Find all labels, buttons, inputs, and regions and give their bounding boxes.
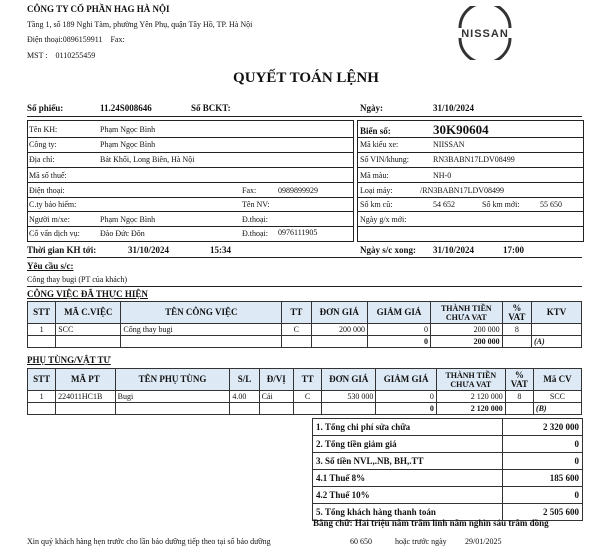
row-line	[27, 167, 353, 168]
footer-text: Xin quý khách hàng hẹn trước cho lần bảo dưỡng tiếp theo tại số bảo dưỡng	[27, 537, 271, 546]
row-line	[27, 226, 353, 227]
company-mst-line	[27, 51, 95, 60]
ma-kieu-xe-value: NIISSAN	[433, 140, 465, 149]
parts-tt: C	[294, 391, 322, 403]
sc-xong-label: Ngày s/c xong:	[360, 245, 416, 255]
labor-total: 200 000	[430, 336, 502, 348]
so-phieu-value: 11.24S008646	[100, 103, 152, 113]
row-line	[357, 137, 583, 138]
parts-header-ma-cv: Mã CV	[533, 369, 581, 391]
summary-row	[313, 419, 583, 436]
parts-sl: 4.00	[230, 391, 259, 403]
summary-label: 4.1 Thuế 8%	[313, 470, 503, 487]
parts-section-title: PHỤ TÙNG/VẬT TƯ	[27, 355, 111, 365]
summary-value: 0	[503, 453, 583, 470]
parts-don-gia: 530 000	[322, 391, 376, 403]
summary-row	[313, 487, 583, 504]
summary-value: 2 320 000	[503, 419, 583, 436]
nguoi-mxe-label: Người m/xe:	[29, 215, 70, 224]
labor-header-ten: TÊN CÔNG VIỆC	[121, 302, 282, 324]
summary-label: 1. Tổng chi phí sửa chữa	[313, 419, 503, 436]
divider	[27, 286, 582, 287]
summary-value: 0	[503, 436, 583, 453]
dthoai2-label: Đ.thoại:	[242, 229, 268, 238]
parts-header-vat: % VAT	[505, 369, 533, 391]
sc-xong-time: 17:00	[503, 245, 524, 255]
row-line	[357, 182, 583, 183]
parts-header-ma: MÃ PT	[56, 369, 115, 391]
mst-kh-label: Mã số thuế:	[29, 171, 67, 180]
summary-row	[313, 453, 583, 470]
company-name: CÔNG TY CỔ PHẦN HAG HÀ NỘI	[27, 4, 170, 14]
parts-dvi: Cái	[259, 391, 293, 403]
row-line	[357, 226, 583, 227]
request-label: Yêu cầu s/c:	[27, 261, 74, 271]
ma-mau-label: Mã màu:	[360, 171, 389, 180]
summary-value: 0	[503, 487, 583, 504]
labor-section-title: CÔNG VIỆC ĐÃ THỰC HIỆN	[27, 289, 148, 299]
fax-kh-label: Fax:	[242, 186, 257, 195]
co-van-value: Đào Đức Đôn	[100, 229, 145, 238]
summary-label: 4.2 Thuế 10%	[313, 487, 503, 504]
parts-header-giam-gia: GIẢM GIÁ	[376, 369, 437, 391]
row-line	[357, 211, 583, 212]
phone-label: Điện thoại	[27, 35, 61, 44]
ten-kh-value: Phạm Ngọc Bình	[100, 125, 156, 134]
bao-hiem-label: C.ty bảo hiểm:	[29, 200, 77, 209]
phone-value: :0896159911	[60, 35, 103, 44]
parts-header-sl: S/L	[230, 369, 259, 391]
row-line	[357, 152, 583, 153]
fax-kh-value: 0989899929	[278, 186, 318, 195]
summary-table	[312, 418, 583, 521]
loai-may-label: Loại máy:	[360, 186, 393, 195]
parts-total: 2 120 000	[436, 403, 505, 415]
ngay-value: 31/10/2024	[433, 103, 475, 113]
labor-header-giam-gia: GIẢM GIÁ	[367, 302, 430, 324]
parts-header-don-gia: ĐƠN GIÁ	[322, 369, 376, 391]
parts-header-dvi: Đ/VỊ	[259, 369, 293, 391]
summary-row	[313, 436, 583, 453]
so-phieu-label: Số phiếu:	[27, 103, 64, 113]
row-line	[27, 211, 353, 212]
row-line	[27, 197, 353, 198]
parts-stt: 1	[28, 391, 56, 403]
labor-header-ktv: KTV	[532, 302, 582, 324]
labor-header-tt: TT	[282, 302, 311, 324]
customer-box	[27, 120, 354, 242]
request-text: Công thay bugi (PT của khách)	[27, 275, 128, 284]
labor-giam-gia: 0	[367, 324, 430, 336]
nissan-logo	[452, 6, 518, 60]
company-address: Tầng 1, số 189 Nghi Tàm, phường Yên Phụ, quận Tây Hồ, TP. Hà Nội	[27, 20, 253, 29]
parts-giam-gia: 0	[376, 391, 437, 403]
table-row	[28, 391, 582, 403]
co-van-label: Cố vấn dịch vụ:	[29, 229, 80, 238]
labor-stt: 1	[28, 324, 56, 336]
so-km-cu-value: 54 652	[433, 200, 455, 209]
row-line	[27, 182, 353, 183]
loai-may-value: /RN3BABN17LDV08499	[420, 186, 505, 195]
parts-total-discount: 0	[376, 403, 437, 415]
labor-tt: C	[282, 324, 311, 336]
labor-vat: 8	[502, 324, 531, 336]
vin-value: RN3BABN17LDV08499	[433, 155, 515, 164]
parts-header-ten: TÊN PHỤ TÙNG	[115, 369, 230, 391]
parts-table	[27, 368, 582, 415]
labor-ma: SCC	[56, 324, 121, 336]
mst-label: MST :	[27, 51, 48, 60]
kh-toi-time: 15:34	[210, 245, 231, 255]
labor-header-don-gia: ĐƠN GIÁ	[311, 302, 367, 324]
dia-chi-label: Địa chỉ:	[29, 155, 55, 164]
ten-nv-label: Tên NV:	[242, 200, 270, 209]
row-line	[27, 152, 353, 153]
ngay-label: Ngày:	[360, 103, 383, 113]
footer-km: 60 650	[350, 537, 372, 546]
sc-xong-date: 31/10/2024	[433, 245, 475, 255]
labor-ktv	[532, 324, 582, 336]
labor-header-ma: MÃ C.VIỆC	[56, 302, 121, 324]
summary-row	[313, 470, 583, 487]
kh-toi-date: 31/10/2024	[128, 245, 170, 255]
ma-kieu-xe-label: Mã kiểu xe:	[360, 140, 399, 149]
parts-header-thanh-tien: THÀNH TIỀN CHƯA VAT	[436, 369, 505, 391]
amount-in-words: Bằng chữ: Hai triệu năm trăm linh năm nghìn sáu trăm đồng	[313, 518, 549, 528]
ngay-gx-label: Ngày g/x mới:	[360, 215, 407, 224]
dthoai1-label: Đ.thoại:	[242, 215, 268, 224]
row-line	[27, 137, 353, 138]
footer-date: 29/01/2025	[465, 537, 502, 546]
so-km-cu-label: Số km cũ:	[360, 200, 393, 209]
labor-total-row	[28, 336, 582, 348]
labor-table	[27, 301, 582, 348]
bien-so-value: 30K90604	[433, 122, 489, 137]
ten-kh-label: Tên KH:	[29, 125, 58, 134]
parts-ma: 224011HC1B	[56, 391, 115, 403]
labor-don-gia: 200 000	[311, 324, 367, 336]
ma-mau-value: NH-0	[433, 171, 452, 180]
labor-header-thanh-tien: THÀNH TIỀN CHƯA VAT	[430, 302, 502, 324]
cong-ty-label: Công ty:	[29, 140, 57, 149]
parts-total-mark: (B)	[533, 403, 581, 415]
labor-header-stt: STT	[28, 302, 56, 324]
labor-total-discount: 0	[367, 336, 430, 348]
footer-or-label: hoặc trước ngày	[395, 537, 447, 546]
parts-header-stt: STT	[28, 369, 56, 391]
labor-header-vat: % VAT	[502, 302, 531, 324]
table-row	[28, 324, 582, 336]
page-title: QUYẾT TOÁN LỆNH	[233, 70, 379, 86]
so-km-moi-value: 55 650	[540, 200, 562, 209]
parts-total-row	[28, 403, 582, 415]
kh-toi-label: Thời gian KH tới:	[27, 245, 97, 255]
summary-value: 2 505 600	[503, 504, 583, 521]
labor-total-mark: (A)	[532, 336, 582, 348]
so-km-moi-label: Số km mới:	[482, 200, 520, 209]
logo-text: NISSAN	[461, 28, 509, 40]
parts-ten: Bugi	[115, 391, 230, 403]
dia-chi-value: Bát Khối, Long Biên, Hà Nội	[100, 155, 195, 164]
summary-label: 3. Số tiền NVL,.NB, BH,.TT	[313, 453, 503, 470]
labor-thanh-tien: 200 000	[430, 324, 502, 336]
vin-label: Số VIN/khung:	[360, 155, 409, 164]
labor-ten: Công thay bugi	[121, 324, 282, 336]
cong-ty-value: Phạm Ngọc Bình	[100, 140, 156, 149]
divider	[27, 116, 582, 117]
row-line	[357, 167, 583, 168]
mst-value: 0110255459	[55, 51, 96, 60]
summary-value: 185 600	[503, 470, 583, 487]
dthoai2-value: 0976111905	[278, 228, 318, 237]
divider	[27, 257, 582, 258]
row-line	[357, 197, 583, 198]
parts-vat: 8	[505, 391, 533, 403]
dien-thoai-label: Điện thoại:	[29, 186, 65, 195]
nguoi-mxe-value: Phạm Ngọc Bình	[100, 215, 156, 224]
company-phone-line	[27, 35, 125, 44]
parts-header-tt: TT	[294, 369, 322, 391]
fax-label: Fax:	[110, 35, 125, 44]
summary-label: 5. Tổng khách hàng thanh toán	[313, 504, 503, 521]
parts-thanh-tien: 2 120 000	[436, 391, 505, 403]
summary-label: 2. Tổng tiền giảm giá	[313, 436, 503, 453]
so-bckt-label: Số BCKT:	[191, 103, 231, 113]
bien-so-label: Biển số:	[360, 126, 391, 136]
parts-ma-cv: SCC	[533, 391, 581, 403]
